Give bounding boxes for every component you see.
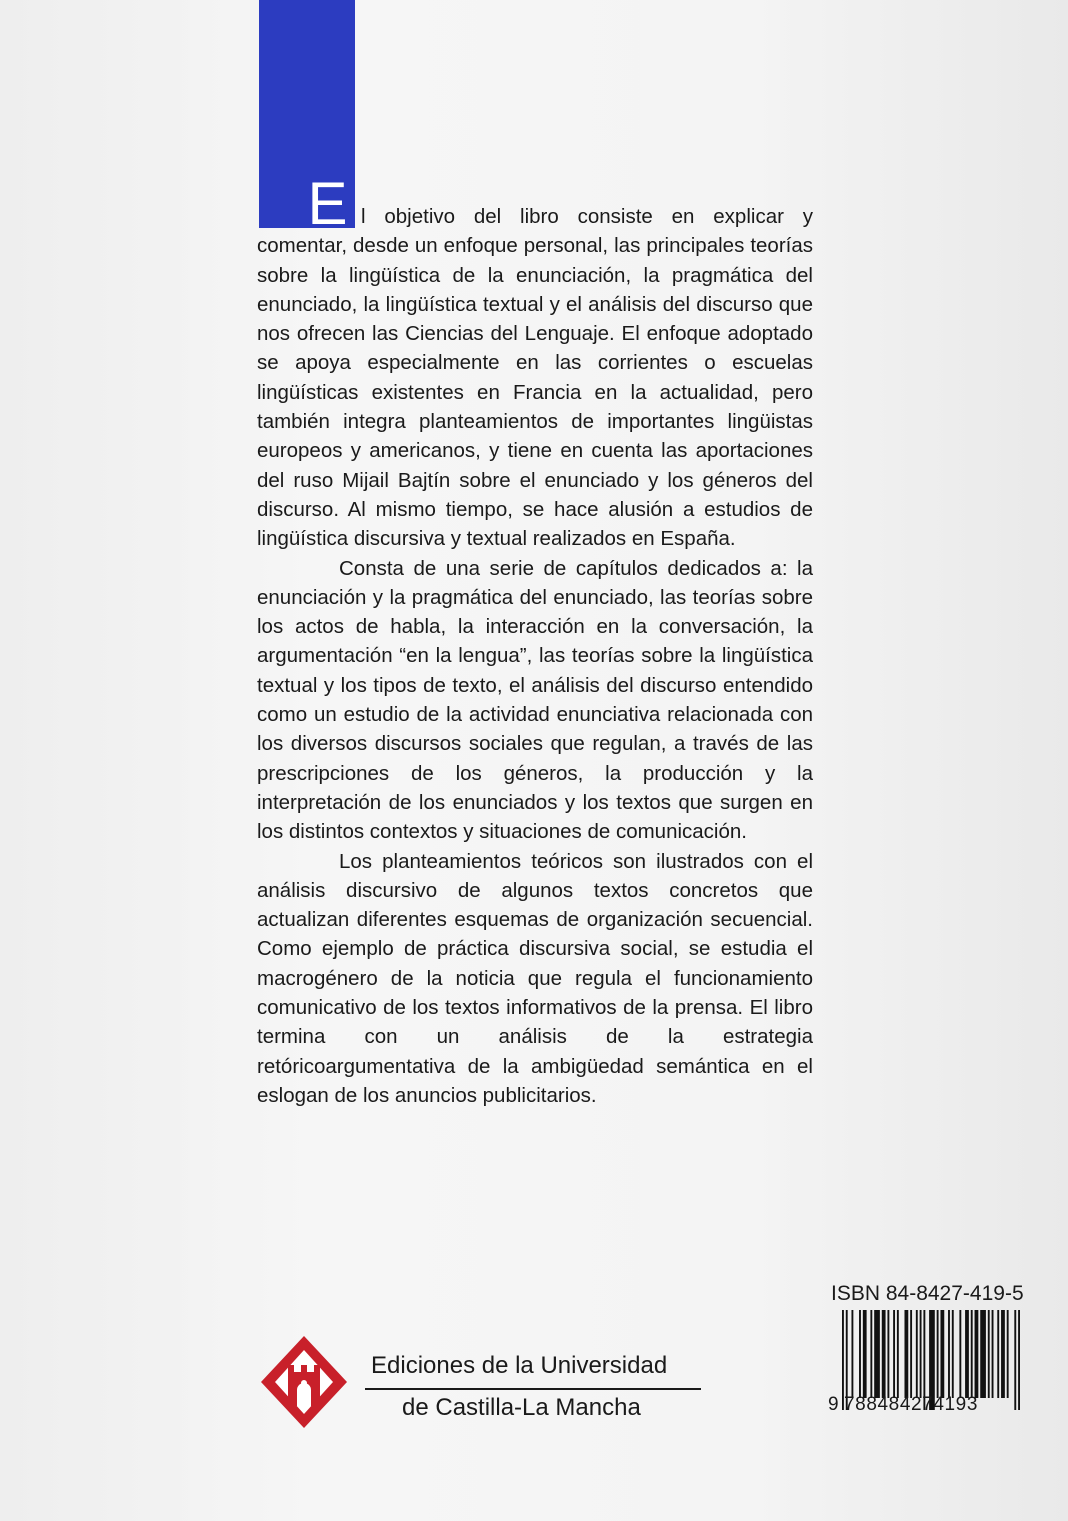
synopsis-text xyxy=(257,202,813,1110)
publisher-block xyxy=(257,1332,717,1442)
barcode-bar xyxy=(874,1310,880,1398)
barcode-bar xyxy=(887,1310,889,1398)
barcode-bar xyxy=(904,1310,908,1398)
barcode-bar xyxy=(916,1310,918,1398)
barcode-bar xyxy=(897,1310,899,1398)
isbn-block xyxy=(828,1282,1038,1442)
synopsis-paragraph-2: Consta de una serie de capítulos dedicados a: la enunciación y la pragmática del enunciado, las teorías sobre los actos de habla, la interacción en la conversación, la argumentación “en la lengua”, las teorías sobre la lingüística textual y los tipos de texto, el análisis del discurso entendido como un estudio de la actividad enunciativa relacionada con los diversos discursos sociales que regulan, a través de las prescripciones de los géneros, la producción y la interpretación de los enunciados y los textos que surgen en los distintos contextos y situaciones de comunicación. xyxy=(257,556,813,844)
barcode-bar xyxy=(893,1310,895,1398)
barcode-bar xyxy=(948,1310,950,1398)
barcode-bar xyxy=(971,1310,973,1398)
barcode-bar xyxy=(940,1310,944,1398)
barcode-first-digit: 9 xyxy=(828,1394,839,1415)
university-castle-logo-icon xyxy=(257,1332,351,1432)
barcode-bar xyxy=(851,1310,853,1398)
publisher-name-line2: de Castilla-La Mancha xyxy=(402,1394,641,1421)
barcode-bar xyxy=(937,1310,939,1398)
barcode-bar xyxy=(975,1310,979,1398)
drop-cap: E xyxy=(307,170,348,237)
barcode-bar xyxy=(1018,1310,1020,1410)
publisher-divider xyxy=(365,1388,701,1390)
publisher-name-line1: Ediciones de la Universidad xyxy=(371,1352,668,1379)
barcode-bar xyxy=(1007,1310,1009,1398)
barcode-bar xyxy=(870,1310,872,1398)
barcode-bar xyxy=(882,1310,886,1398)
synopsis-paragraph-1: l objetivo del libro consiste en explicar y comentar, desde un enfoque personal, las principales teorías sobre la lingüística de la enunciación, la pragmática del enunciado, la lingüística textual y el análisis del discurso que nos ofrecen las Ciencias del Lenguaje. El enfoque adoptado se apoya especialmente en las corrientes o escuelas lingüísticas existentes en Francia en la actualidad, pero también integra planteamientos de importantes lingüistas europeos y americanos, y tiene en cuenta las aportaciones del ruso Mijail Bajtín sobre el enunciado y los géneros del discurso. Al mismo tiempo, se hace alusión a estudios de lingüística discursiva y textual realizados en España. xyxy=(257,205,813,551)
isbn-label: ISBN 84-8427-419-5 xyxy=(831,1282,1024,1305)
barcode-bar xyxy=(980,1310,986,1398)
barcode-bar xyxy=(952,1310,954,1398)
barcode-number: 788484274193 xyxy=(844,1394,979,1415)
barcode-bar xyxy=(1014,1310,1016,1410)
barcode-bar xyxy=(992,1310,994,1398)
barcode-bar xyxy=(988,1310,990,1398)
barcode-bar xyxy=(910,1310,912,1398)
barcode-bar xyxy=(959,1310,961,1398)
barcode-bar xyxy=(859,1310,861,1398)
synopsis-paragraph-3: Los planteamientos teóricos son ilustrados con el análisis discursivo de algunos textos concretos que actualizan diferentes esquemas de organización secuencial. Como ejemplo de práctica discursiva social, se estudia el macrogénero de la noticia que regula el funcionamiento comunicativo de los textos informativos de la prensa. El libro termina con un análisis de la estrategia retóricoargumentativa de la ambigüedad semántica en el eslogan de los anuncios publicitarios. xyxy=(257,849,813,1107)
barcode-bar xyxy=(997,1310,999,1398)
barcode-bar xyxy=(863,1310,867,1398)
barcode-bar xyxy=(920,1310,922,1398)
barcode-bar xyxy=(1001,1310,1005,1398)
barcode-bar xyxy=(965,1310,969,1398)
